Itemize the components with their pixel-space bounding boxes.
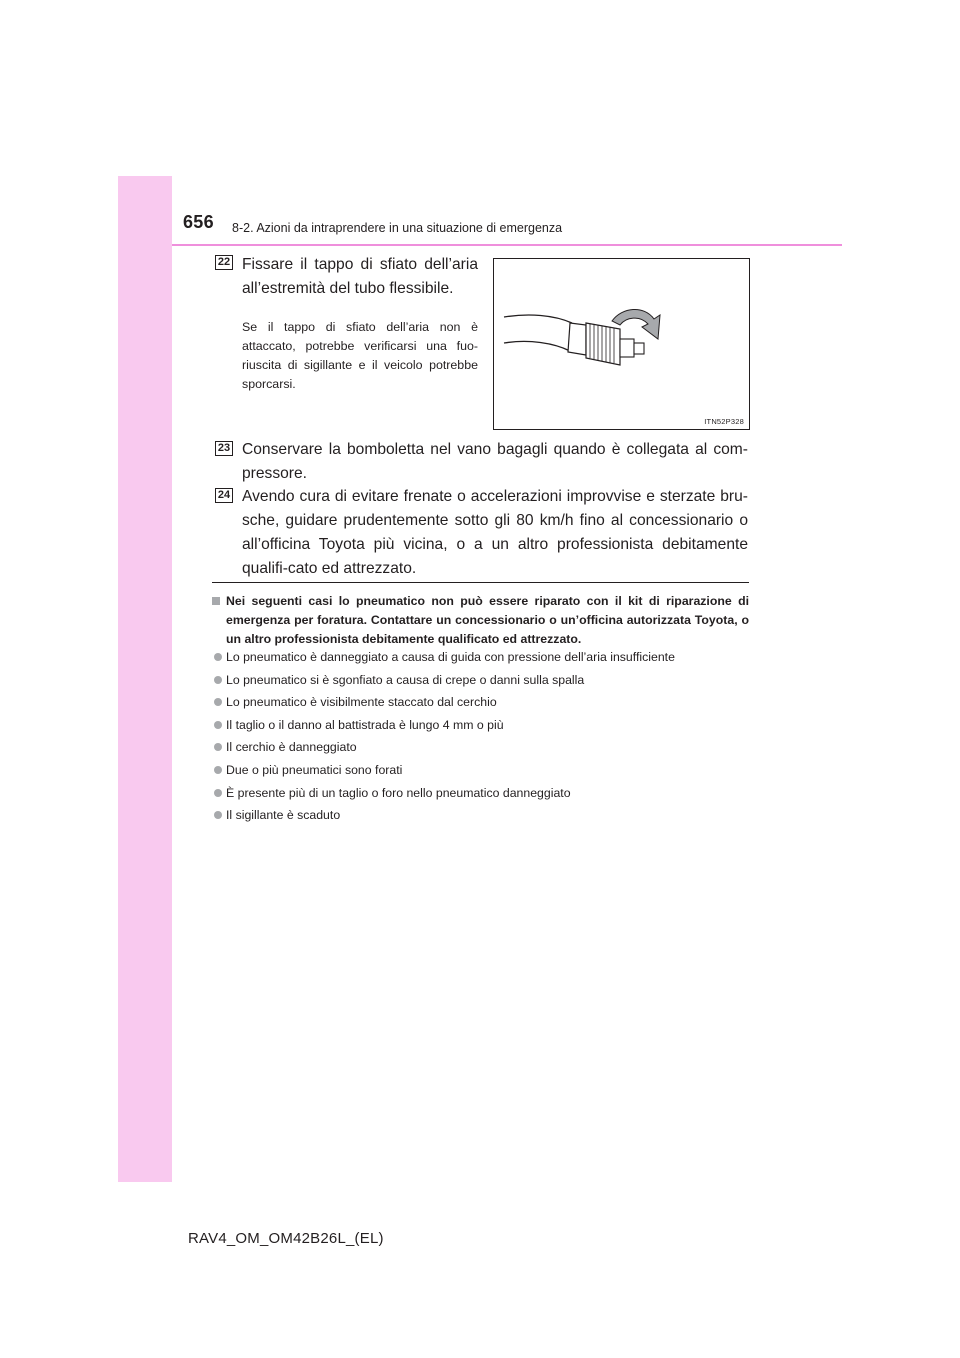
- section-title: 8-2. Azioni da intraprendere in una situazione di emergenza: [232, 221, 563, 235]
- hose-cap-illustration: [493, 258, 750, 430]
- list-item: Il cerchio è danneggiato: [214, 738, 749, 761]
- hose-outline-top: [504, 315, 572, 323]
- section-divider: [212, 582, 749, 583]
- hose-cap-drawing: [494, 259, 749, 429]
- step-text-23: Conservare la bomboletta nel vano bagagli quando è collegata al com-pressore.: [242, 441, 748, 482]
- figure-code: ITN52P328: [704, 417, 744, 426]
- bullet-dot-icon: [214, 721, 222, 729]
- bullet-dot-icon: [214, 676, 222, 684]
- list-item: Il sigillante è scaduto: [214, 806, 749, 829]
- bullet-dot-icon: [214, 743, 222, 751]
- info-square-icon: [212, 597, 220, 605]
- valve-tip: [620, 339, 634, 357]
- list-item: Il taglio o il danno al battistrada è lungo 4 mm o più: [214, 716, 749, 739]
- list-item: È presente più di un taglio o foro nello pneumatico danneggiato: [214, 784, 749, 807]
- info-bullet-list: [214, 648, 749, 829]
- step-badge-22: 22: [215, 255, 233, 270]
- bullet-dot-icon: [214, 766, 222, 774]
- step-text-22: Fissare il tappo di sfiato dell’aria all’estremità del tubo flessibile.: [242, 256, 478, 297]
- step-text-24: Avendo cura di evitare frenate o accelerazioni improvvise e sterzate bru-sche, guidare prudentemente sotto gli 80 km/h fino al concessionario o all’officina Toyota più vicina, o a un altro professionista debitamente qualifi-cato ed attrezzato.: [242, 488, 748, 577]
- footer-code: RAV4_OM_OM42B26L_(EL): [188, 1230, 384, 1247]
- step-badge-23: 23: [215, 441, 233, 456]
- hose-outline-bottom: [504, 341, 570, 351]
- list-item: Due o più pneumatici sono forati: [214, 761, 749, 784]
- info-title: Nei seguenti casi lo pneumatico non può essere riparato con il kit di riparazione di emergenza per foratura. Contattare un concessionario o un’officina autorizzata Toyota, o un altro professionista debitamente qualificato ed attrezzato.: [226, 594, 749, 646]
- step-badge-24: 24: [215, 488, 233, 503]
- bullet-dot-icon: [214, 698, 222, 706]
- valve-end: [634, 343, 644, 354]
- list-item: Lo pneumatico si è sgonfiato a causa di crepe o danni sulla spalla: [214, 671, 749, 694]
- ribbed-cap: [586, 323, 620, 365]
- list-item: Lo pneumatico è danneggiato a causa di guida con pressione dell’aria insufficiente: [214, 648, 749, 671]
- bullet-dot-icon: [214, 653, 222, 661]
- bullet-dot-icon: [214, 789, 222, 797]
- step-note-22: Se il tappo di sfiato dell’aria non è attaccato, potrebbe verificarsi una fuo-riuscita di sigillante e il veicolo potrebbe sporcarsi.: [242, 320, 478, 391]
- bullet-dot-icon: [214, 811, 222, 819]
- header-rule: [172, 244, 842, 246]
- hose-collar: [568, 323, 586, 355]
- list-item: Lo pneumatico è visibilmente staccato dal cerchio: [214, 693, 749, 716]
- page-number: 656: [183, 212, 214, 232]
- side-tab-band: [118, 176, 172, 1182]
